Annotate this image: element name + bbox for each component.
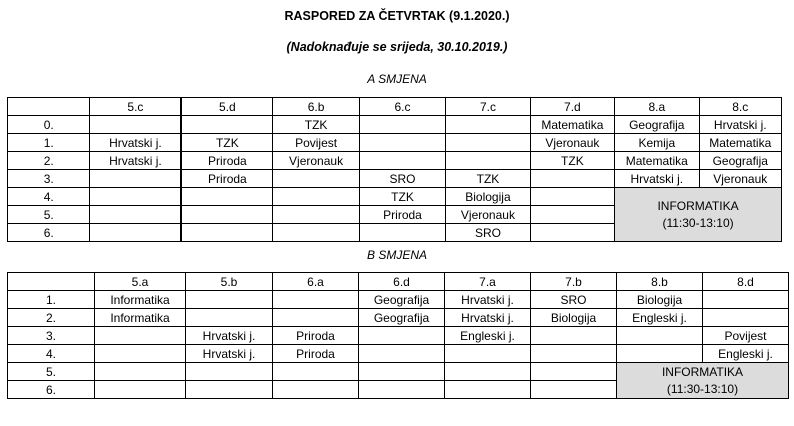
subject-cell xyxy=(530,224,614,242)
subject-cell: TZK xyxy=(273,116,359,134)
subject-cell xyxy=(95,345,186,363)
subject-cell xyxy=(186,363,273,381)
subject-cell xyxy=(617,345,703,363)
informatika-block xyxy=(615,188,782,242)
subject-cell: Hrvatski j. xyxy=(699,116,782,134)
subject-cell xyxy=(95,363,186,381)
period-row xyxy=(8,291,789,309)
subject-cell: Hrvatski j. xyxy=(445,309,531,327)
subject-cell xyxy=(359,116,445,134)
subject-cell xyxy=(359,134,445,152)
subject-cell: Biologija xyxy=(617,291,703,309)
subject-cell: Biologija xyxy=(531,309,617,327)
subject-cell xyxy=(446,152,530,170)
informatika-time: (11:30-13:10) xyxy=(662,215,734,230)
schedule-table-shift-b xyxy=(7,272,789,399)
subject-cell: TZK xyxy=(359,188,445,206)
subject-cell: TZK xyxy=(446,170,530,188)
subject-cell xyxy=(273,363,359,381)
subject-cell: Hrvatski j. xyxy=(90,152,181,170)
subject-cell xyxy=(445,363,531,381)
subject-cell: Informatika xyxy=(95,291,186,309)
subject-cell xyxy=(95,327,186,345)
subject-cell: Vjeronauk xyxy=(273,152,359,170)
subject-cell: Biologija xyxy=(446,188,530,206)
subject-cell xyxy=(273,206,359,224)
period-number: 3. xyxy=(8,327,95,345)
class-header: 8.a xyxy=(615,98,699,116)
subject-cell xyxy=(531,345,617,363)
period-row xyxy=(8,116,782,134)
class-header: 5.d xyxy=(181,98,272,116)
subject-cell: Geografija xyxy=(359,291,445,309)
subject-cell xyxy=(95,381,186,399)
subject-cell: Hrvatski j. xyxy=(445,291,531,309)
subject-cell xyxy=(530,188,614,206)
period-number: 1. xyxy=(8,134,90,152)
class-header: 8.d xyxy=(703,273,789,291)
subject-cell: Priroda xyxy=(359,206,445,224)
subject-cell xyxy=(181,224,272,242)
class-header: 6.b xyxy=(273,98,359,116)
subject-cell xyxy=(531,327,617,345)
subject-cell: Matematika xyxy=(530,116,614,134)
subject-cell xyxy=(90,224,181,242)
period-number: 5. xyxy=(8,206,90,224)
header-corner xyxy=(8,98,90,116)
period-row xyxy=(8,170,782,188)
subject-cell: SRO xyxy=(446,224,530,242)
subject-cell: Povijest xyxy=(703,327,789,345)
subject-cell: Hrvatski j. xyxy=(90,134,181,152)
period-row xyxy=(8,188,782,206)
class-header: 7.d xyxy=(530,98,614,116)
subject-cell xyxy=(703,309,789,327)
header-row xyxy=(8,273,789,291)
subject-cell xyxy=(359,224,445,242)
period-number: 0. xyxy=(8,116,90,134)
subject-cell xyxy=(531,363,617,381)
class-header: 6.c xyxy=(359,98,445,116)
informatika-time: (11:30-13:10) xyxy=(666,381,739,396)
subject-cell: TZK xyxy=(530,152,614,170)
subject-cell: Geografija xyxy=(699,152,782,170)
class-header: 8.b xyxy=(617,273,703,291)
subject-cell xyxy=(359,381,445,399)
subject-cell: Informatika xyxy=(95,309,186,327)
period-row xyxy=(8,309,789,327)
subject-cell: SRO xyxy=(531,291,617,309)
class-header: 5.b xyxy=(186,273,273,291)
period-number: 2. xyxy=(8,309,95,327)
subject-cell: Povijest xyxy=(273,134,359,152)
subject-cell xyxy=(186,309,273,327)
subject-cell xyxy=(359,345,445,363)
class-header: 6.d xyxy=(359,273,445,291)
subject-cell xyxy=(530,206,614,224)
period-number: 6. xyxy=(8,224,90,242)
subject-cell xyxy=(703,291,789,309)
page-title: RASPORED ZA ČETVRTAK (9.1.2020.) xyxy=(284,9,510,23)
period-row xyxy=(8,327,789,345)
subject-cell: Matematika xyxy=(615,152,699,170)
period-number: 3. xyxy=(8,170,90,188)
subject-cell xyxy=(186,381,273,399)
subject-cell xyxy=(273,170,359,188)
subject-cell xyxy=(90,188,181,206)
subject-cell xyxy=(359,152,445,170)
subject-cell: Matematika xyxy=(699,134,782,152)
subject-cell: Vjeronauk xyxy=(699,170,782,188)
subject-cell: Engleski j. xyxy=(445,327,531,345)
subject-cell xyxy=(273,291,359,309)
subject-cell: Hrvatski j. xyxy=(186,327,273,345)
header-row xyxy=(8,98,782,116)
subject-cell: Hrvatski j. xyxy=(615,170,699,188)
period-row xyxy=(8,345,789,363)
period-number: 4. xyxy=(8,188,90,206)
subject-cell xyxy=(90,116,181,134)
page-subtitle: (Nadoknađuje se srijeda, 30.10.2019.) xyxy=(286,40,508,54)
shift-b-label: B SMJENA xyxy=(366,248,427,262)
subject-cell: TZK xyxy=(181,134,272,152)
subject-cell: Engleski j. xyxy=(617,309,703,327)
subject-cell xyxy=(273,381,359,399)
subject-cell: Engleski j. xyxy=(703,345,789,363)
subject-cell: Priroda xyxy=(273,327,359,345)
subject-cell xyxy=(273,224,359,242)
subject-cell xyxy=(186,291,273,309)
subject-cell xyxy=(445,381,531,399)
subject-cell xyxy=(90,206,181,224)
class-header: 5.c xyxy=(90,98,181,116)
subject-cell xyxy=(273,188,359,206)
class-header: 7.a xyxy=(445,273,531,291)
subject-cell xyxy=(359,327,445,345)
subject-cell xyxy=(446,134,530,152)
period-number: 6. xyxy=(8,381,95,399)
subject-cell xyxy=(531,381,617,399)
shift-a-label: A SMJENA xyxy=(367,72,427,86)
class-header: 7.c xyxy=(446,98,530,116)
subject-cell: Hrvatski j. xyxy=(186,345,273,363)
class-header: 5.a xyxy=(95,273,186,291)
subject-cell xyxy=(181,188,272,206)
subject-cell: Geografija xyxy=(615,116,699,134)
informatika-block xyxy=(617,363,789,399)
period-row xyxy=(8,363,789,381)
period-number: 1. xyxy=(8,291,95,309)
period-number: 4. xyxy=(8,345,95,363)
informatika-label: INFORMATIKA xyxy=(657,198,739,213)
subject-cell: Vjeronauk xyxy=(530,134,614,152)
subject-cell xyxy=(90,170,181,188)
period-number: 2. xyxy=(8,152,90,170)
subject-cell xyxy=(445,345,531,363)
subject-cell: Priroda xyxy=(273,345,359,363)
period-row xyxy=(8,152,782,170)
subject-cell: Kemija xyxy=(615,134,699,152)
subject-cell: Geografija xyxy=(359,309,445,327)
subject-cell xyxy=(181,116,272,134)
subject-cell xyxy=(181,206,272,224)
subject-cell xyxy=(617,327,703,345)
subject-cell: Priroda xyxy=(181,152,272,170)
period-row xyxy=(8,134,782,152)
subject-cell xyxy=(530,170,614,188)
header-corner xyxy=(8,273,95,291)
class-header: 7.b xyxy=(531,273,617,291)
subject-cell: Vjeronauk xyxy=(446,206,530,224)
informatika-label: INFORMATIKA xyxy=(661,364,744,379)
class-header: 6.a xyxy=(273,273,359,291)
subject-cell xyxy=(273,309,359,327)
subject-cell: SRO xyxy=(359,170,445,188)
subject-cell xyxy=(446,116,530,134)
subject-cell xyxy=(359,363,445,381)
subject-cell: Priroda xyxy=(181,170,272,188)
schedule-table-shift-a xyxy=(7,97,782,242)
period-number: 5. xyxy=(8,363,95,381)
class-header: 8.c xyxy=(699,98,782,116)
